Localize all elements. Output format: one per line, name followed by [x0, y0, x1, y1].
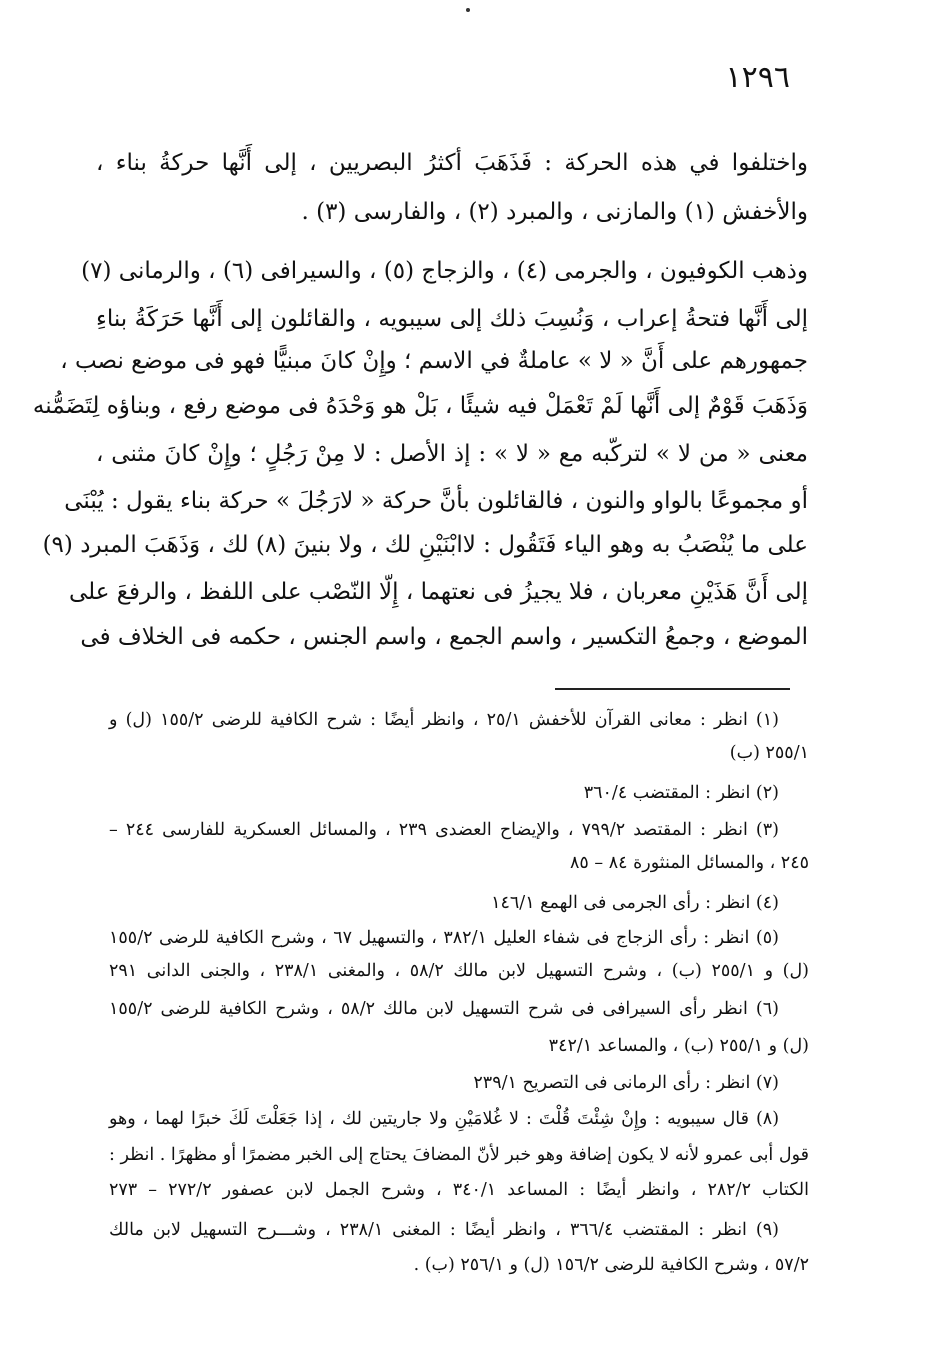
text-line: على ما يُنْصَبُ به وهو الياء فَتَقُول : لاابْنَيْنِ لك ، ولا بنينَ (٨) لك ، وَذَهَبَ المبرد (٩) — [42, 532, 808, 558]
footnote-line: الكتاب ٢٨٢/٢ ، وانظر أيضًا : المساعد ٣٤٠/١ ، وشرح الجمل لابن عصفور ٢٧٢/٢ – ٢٧٣ — [109, 1180, 809, 1200]
footnote-line: (١) انظر : معانى القرآن للأخفش ٢٥/١ ، وانظر أيضًا : شرح الكافية للرضى ١٥٥/٢ (ل) و — [109, 710, 779, 730]
footnote-line: (٢) انظر : المقتضب ٣٦٠/٤ — [583, 783, 779, 803]
footnote-line: (ل) و ٢٥٥/١ (ب) ، والمساعد ٣٤٢/١ — [548, 1036, 809, 1056]
text-line: والأخفش (١) والمازنى ، والمبرد (٢) ، والفارسى (٣) . — [301, 199, 808, 225]
footnote-line: (٧) انظر : رأى الرمانى فى التصريح ٢٣٩/١ — [473, 1073, 779, 1093]
footnote-line: ٢٤٥ ، والمسائل المنثورة ٨٤ – ٨٥ — [570, 853, 809, 873]
footnote-line: (٦) انظر رأى السيرافى فى شرح التسهيل لابن مالك ٥٨/٢ ، وشرح الكافية للرضى ١٥٥/٢ — [109, 999, 779, 1019]
scan-mark — [466, 8, 470, 12]
footnote-line: ٢٥٥/١ (ب) — [729, 743, 809, 763]
text-line: إلى أَنَّ هَذَيْنِ معربان ، فلا يجيزُ فى نعتهما ، إِلّا النّصْب على اللفظ ، والرفعَ على — [68, 579, 808, 605]
page-number: ١٢٩٦ — [725, 60, 790, 95]
text-line: إلى أَنَّها فتحةُ إعراب ، وَنُسِبَ ذلك إلى سيبويه ، والقائلون إلى أَنَّها حَرَكَةُ بناءِ — [96, 306, 808, 332]
text-line: معنى « من لا » لتركّبه مع « لا » : إذ الأصل : لا مِنْ رَجُلٍ ؛ وإِنْ كانَ مثنى ، — [96, 441, 808, 467]
text-line: أو مجموعًا بالواو والنون ، فالقائلون بأنَّ حركة « لارَجُلَ » حركة بناء يقول : يُبْنَى — [64, 488, 808, 514]
footnote-separator — [555, 688, 790, 690]
footnote-line: قول أبى عمرو لأنه لا يكون إضافة وهو خبر لأنّ المضافَ يحتاج إلى الخبر مضمرًا أو مظهرًا . انظر : — [109, 1145, 809, 1165]
footnote-line: (٩) انظر : المقتضب ٣٦٦/٤ ، وانظر أيضًا : المغنى ٢٣٨/١ ، وشـــرح التسهيل لابن مالك — [109, 1220, 779, 1240]
text-line: الموضع ، وجمعُ التكسير ، واسم الجمع ، واسم الجنس ، حكمه فى الخلاف فى — [80, 624, 808, 650]
text-line: وَذَهَبَ قَوْمٌ إلى أَنَّها لَمْ تَعْمَلْ فيه شيئًا ، بَلْ هو وَحْدَهُ فى موضع رفع ، وبناؤه لِتَضَمُّنه — [32, 393, 808, 419]
footnote-line: ٥٧/٢ ، وشرح الكافية للرضى ١٥٦/٢ (ل) و ٢٥٦/١ (ب) . — [413, 1255, 809, 1275]
text-line: جمهورهم على أَنَّ « لا » عاملةٌ في الاسم ؛ وإِنْ كانَ مبنيًّا فهو فى موضع نصب ، — [60, 348, 808, 374]
text-line: واختلفوا في هذه الحركة : فَذَهَبَ أكثرُ البصريين ، إلى أَنَّها حركةُ بناء ، — [96, 150, 808, 176]
footnote-line: (٥) انظر : رأى الزجاج فى شفاء العليل ٣٨٢/١ ، والتسهيل ٦٧ ، وشرح الكافية للرضى ١٥٥/٢ — [109, 928, 779, 948]
footnote-line: (٤) انظر : رأى الجرمى فى الهمع ١٤٦/١ — [491, 893, 779, 913]
footnote-line: (ل) و ٢٥٥/١ (ب) ، وشرح التسهيل لابن مالك ٥٨/٢ ، والمغنى ٢٣٨/١ ، والجنى الدانى ٢٩١ — [109, 961, 809, 981]
footnote-line: (٣) انظر : المقتصد ٧٩٩/٢ ، والإيضاح العضدى ٢٣٩ ، والمسائل العسكرية للفارسى ٢٤٤ – — [109, 820, 779, 840]
text-line: وذهب الكوفيون ، والجرمى (٤) ، والزجاج (٥) ، والسيرافى (٦) ، والرمانى (٧) — [81, 258, 808, 284]
footnote-line: (٨) قال سيبويه : وإِنْ شِئْتَ قُلْتَ : لا غُلامَيْنِ ولا جاريتين لك ، إذا جَعَلْتَ لَكَ خبرًا لهما ، وهو — [109, 1109, 780, 1129]
